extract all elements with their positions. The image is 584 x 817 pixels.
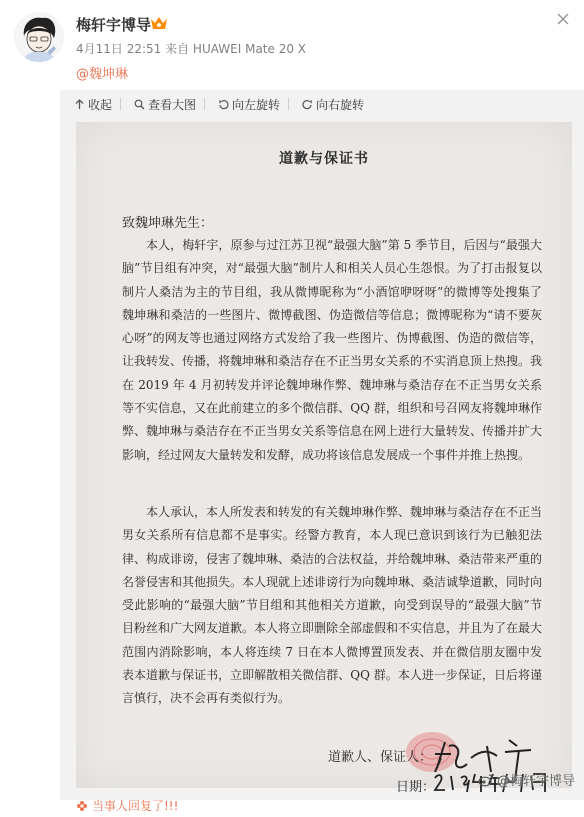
watermark-text: @梅轩宇博导	[497, 774, 576, 789]
letter-paragraph-1: 本人，梅轩宇，原参与过江苏卫视“最强大脑”第 5 季节目，后因与“最强大脑”节目组有冲突，对“最强大脑”制片人和相关人员心生怨恨。为了打击报复以制片人桑洁为主的节目组，我从微博昵称为“小酒馆咿呀呀”的微博等处搜集了魏坤琳和桑洁的一些图片、微博截图、伪造微信等信息；微博昵称为“请不要灰心呀”的网友等也通过网络方式发给了我一些图片、伪博截图、伪造的微信等，让我转发、传播，将魏坤琳和桑洁存在不正当男女关系的不实消息顶上热搜。我在 2019 年 4 月初转发并评论魏坤琳作弊、魏坤琳与桑洁存在不正当男女关系等不实信息，又在此前建立的多个微信群、QQ 群，组织和号召网友将魏坤琳作弊、魏坤琳与桑洁存在不正当男女关系等信息在网上进行大量转发、传播并扩大影响，经过网友大量转发和发酵，成功将该信息发展成一个事件并推上热搜。	[122, 238, 543, 462]
rotate-left-label: 向左旋转	[232, 97, 281, 112]
rotate-right-button[interactable]	[288, 96, 372, 112]
post-meta: 4月11日 22:51 来自 HUAWEI Mate 20 X	[76, 42, 307, 56]
letter-title: 道歉与保证书	[279, 151, 369, 167]
rotate-left-icon	[218, 99, 229, 110]
vip-badge-icon	[150, 16, 168, 30]
magnifier-icon	[134, 99, 145, 110]
image-toolbar	[60, 90, 584, 118]
post-header	[0, 0, 584, 90]
close-icon[interactable]	[556, 12, 570, 26]
letter-paragraph-2: 本人承认，本人所发表和转发的有关魏坤琳作弊、魏坤琳与桑洁存在不正当男女关系所有信息都不是事实。经警方教育，本人现已意识到该行为已触犯法律、构成诽谤，侵害了魏坤琳、桑洁的合法权益，并给魏坤琳、桑洁带来严重的名誉侵害和其他损失。本人现就上述诽谤行为向魏坤琳、桑洁诚挚道歉，同时向受此影响的“最强大脑”节目组和其他相关方道歉，向受到误导的“最强大脑”节目粉丝和广大网友道歉。本人将立即删除全部虚假和不实信息，并且为了在最大范围内消除影响，本人将连续 7 日在本人微博置顶发表、并在微信朋友圈中发表本道歉与保证书，立即解散相关微信群、QQ 群。本人进一步保证，日后将谨言慎行，决不会再有类似行为。	[122, 505, 543, 706]
mention-link[interactable]: @魏坤琳	[76, 67, 129, 82]
reply-note[interactable]	[76, 797, 178, 814]
collapse-arrow-icon	[74, 99, 85, 110]
collapse-label: 收起	[88, 97, 113, 112]
author-name[interactable]: 梅轩宇博导	[76, 16, 152, 34]
avatar[interactable]	[14, 12, 64, 62]
view-large-label: 查看大图	[148, 97, 197, 112]
rotate-right-label: 向右旋转	[316, 97, 365, 112]
weibo-logo-icon	[478, 773, 494, 787]
image-viewer	[60, 90, 584, 800]
reply-note-text: 当事人回复了!!!	[92, 799, 179, 813]
signature-label: 道歉人、保证人：	[328, 750, 433, 765]
view-large-button[interactable]	[120, 96, 204, 112]
letter-image[interactable]	[76, 122, 572, 795]
letter-salutation: 致魏坤琳先生：	[122, 216, 214, 231]
date-label: 日期：	[396, 780, 436, 795]
rotate-left-button[interactable]	[204, 96, 288, 112]
rotate-right-icon	[302, 99, 313, 110]
image-watermark	[478, 770, 575, 789]
flower-icon	[76, 800, 88, 812]
collapse-button[interactable]	[60, 96, 120, 112]
avatar-illustration-icon	[14, 12, 64, 62]
